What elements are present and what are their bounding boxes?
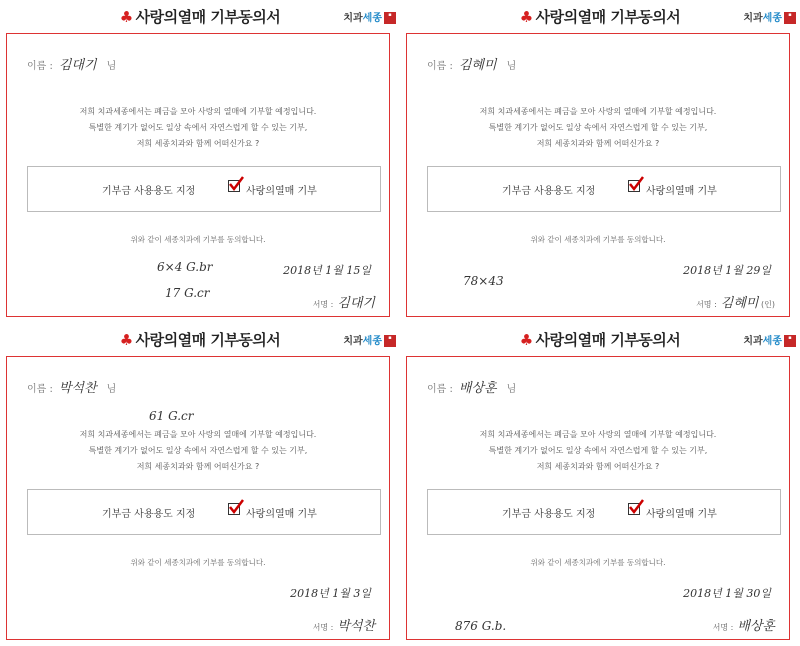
consent-form-1: [0, 0, 400, 323]
donor-name: 김대기: [58, 58, 97, 73]
signature-row: 서명 : 배상훈: [712, 619, 775, 634]
clover-icon: ♣: [519, 331, 533, 349]
checkmark-icon: [228, 499, 244, 515]
signature-row: 서명 : 김혜미 (인): [696, 296, 775, 311]
handwritten-note: 876 G.b.: [455, 619, 507, 633]
handwritten-note: 61 G.cr: [149, 409, 194, 423]
form-title: ♣ 사랑의열매 기부동의서: [119, 331, 281, 349]
clinic-logo: 치과세종 ▪: [343, 9, 396, 24]
form-header: [400, 328, 800, 352]
checkbox-checked[interactable]: [228, 180, 240, 192]
date: 2018년 1월 29일: [683, 264, 771, 277]
clinic-logo: 치과세종 ▪: [743, 332, 796, 347]
checkmark-icon: [228, 176, 244, 192]
handwritten-note: 17 G.cr: [165, 286, 210, 300]
handwritten-note: 78×43: [463, 274, 504, 288]
date: 2018년 1월 3일: [290, 587, 371, 600]
checkmark-icon: [628, 176, 644, 192]
name-row: 이름 : 김대기 님: [27, 58, 117, 73]
signature: 김대기: [337, 296, 375, 311]
signature: 김혜미: [720, 296, 759, 311]
usage-box: 기부금 사용용도 지정 사랑의열매 기부: [27, 166, 381, 212]
form-title: ♣ 사랑의열매 기부동의서: [119, 8, 281, 26]
usage-box: 기부금 사용용도 지정 사랑의열매 기부: [427, 166, 781, 212]
body-text: 저희 치과세종에서는 폐금을 모아 사랑의 열매에 기부할 예정입니다. 특별한 계기가 없어도 일상 속에서 자연스럽게 할 수 있는 기부, 저희 세종치과와 함께 어떠신가요 ?: [479, 430, 717, 471]
agreement-text: 위와 같이 세종치과에 기부를 동의합니다.: [530, 235, 666, 244]
signature-row: 서명 : 박석찬: [312, 619, 375, 634]
logo-badge-icon: ▪: [784, 335, 796, 347]
clover-icon: ♣: [119, 8, 133, 26]
form-header: [400, 5, 800, 29]
donor-name: 배상훈: [458, 381, 497, 396]
name-row: 이름 : 김혜미 님: [427, 58, 517, 73]
signature: 박석찬: [337, 619, 375, 634]
consent-form-2: [400, 0, 800, 323]
form-header: [0, 328, 400, 352]
consent-form-3: [0, 323, 400, 646]
form-title: ♣ 사랑의열매 기부동의서: [519, 8, 681, 26]
clinic-logo: 치과세종 ▪: [343, 332, 396, 347]
donor-name: 김혜미: [458, 58, 497, 73]
date: 2018년 1월 30일: [683, 587, 771, 600]
agreement-text: 위와 같이 세종치과에 기부를 동의합니다.: [530, 558, 666, 567]
body-text: 저희 치과세종에서는 폐금을 모아 사랑의 열매에 기부할 예정입니다. 특별한 계기가 없어도 일상 속에서 자연스럽게 할 수 있는 기부, 저희 세종치과와 함께 어떠신가요 ?: [79, 430, 317, 471]
usage-box: 기부금 사용용도 지정 사랑의열매 기부: [427, 489, 781, 535]
name-row: 이름 : 박석찬 님: [27, 381, 117, 396]
agreement-text: 위와 같이 세종치과에 기부를 동의합니다.: [130, 558, 266, 567]
checkbox-checked[interactable]: [628, 503, 640, 515]
body-text: 저희 치과세종에서는 폐금을 모아 사랑의 열매에 기부할 예정입니다. 특별한 계기가 없어도 일상 속에서 자연스럽게 할 수 있는 기부, 저희 세종치과와 함께 어떠신가요 ?: [479, 107, 717, 148]
handwritten-note: 6×4 G.br: [157, 260, 213, 274]
checkbox-checked[interactable]: [228, 503, 240, 515]
form-frame: [6, 33, 390, 317]
form-title: ♣ 사랑의열매 기부동의서: [519, 331, 681, 349]
form-frame: [6, 356, 390, 640]
date: 2018년 1월 15일: [283, 264, 371, 277]
usage-box: 기부금 사용용도 지정 사랑의열매 기부: [27, 489, 381, 535]
name-row: 이름 : 배상훈 님: [427, 381, 517, 396]
form-frame: [406, 356, 790, 640]
agreement-text: 위와 같이 세종치과에 기부를 동의합니다.: [130, 235, 266, 244]
form-frame: [406, 33, 790, 317]
clinic-logo: 치과세종 ▪: [743, 9, 796, 24]
form-header: [0, 5, 400, 29]
signature-row: 서명 : 김대기: [312, 296, 375, 311]
logo-badge-icon: ▪: [784, 12, 796, 24]
logo-badge-icon: ▪: [384, 335, 396, 347]
clover-icon: ♣: [519, 8, 533, 26]
donor-name: 박석찬: [58, 381, 97, 396]
checkbox-checked[interactable]: [628, 180, 640, 192]
consent-form-4: [400, 323, 800, 646]
checkmark-icon: [628, 499, 644, 515]
body-text: 저희 치과세종에서는 폐금을 모아 사랑의 열매에 기부할 예정입니다. 특별한 계기가 없어도 일상 속에서 자연스럽게 할 수 있는 기부, 저희 세종치과와 함께 어떠신가요 ?: [79, 107, 317, 148]
signature: 배상훈: [737, 619, 775, 634]
clover-icon: ♣: [119, 331, 133, 349]
logo-badge-icon: ▪: [384, 12, 396, 24]
